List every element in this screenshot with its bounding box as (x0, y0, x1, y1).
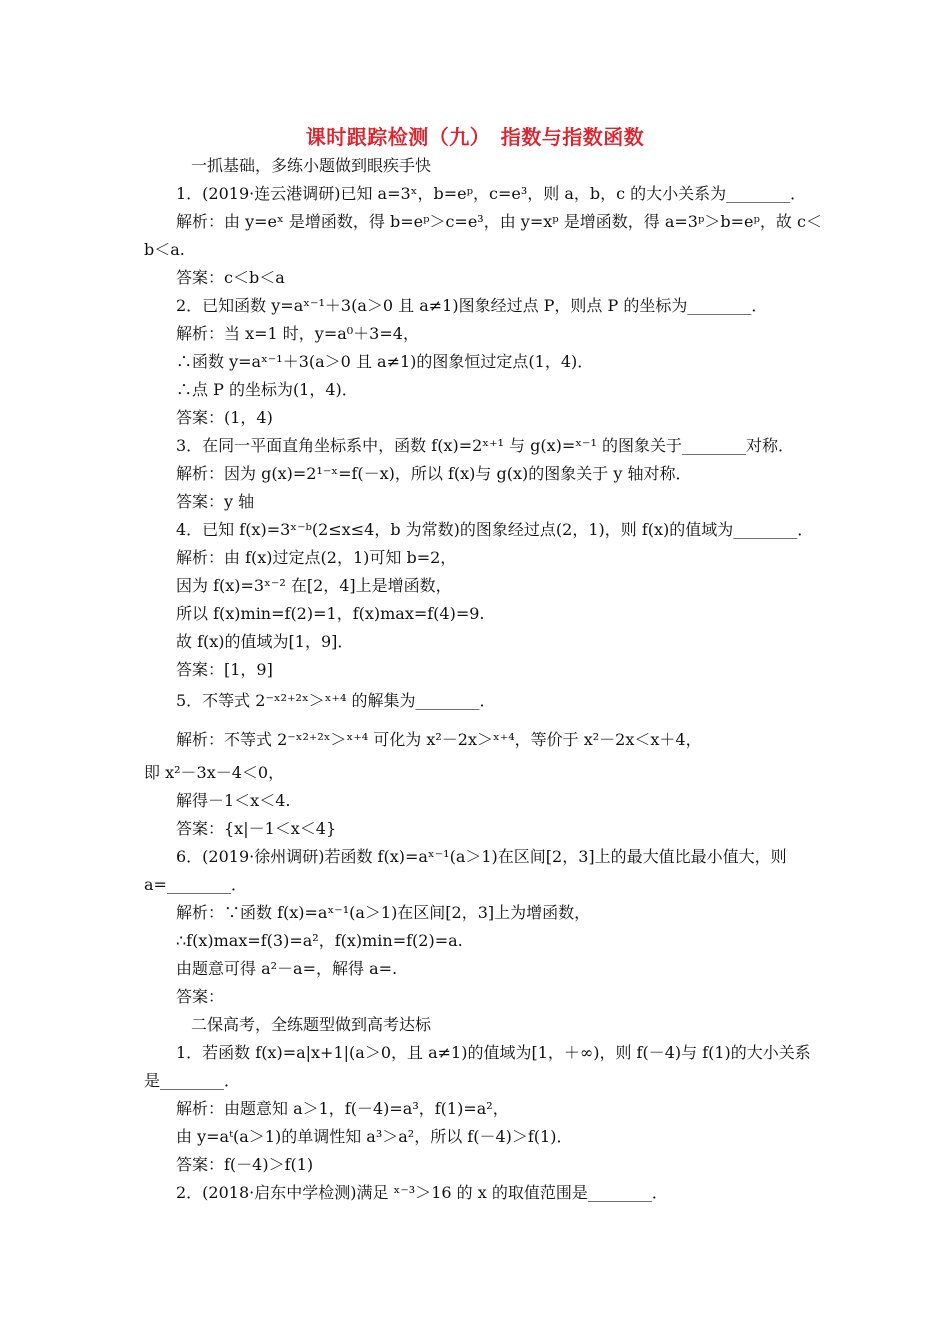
analysis-line: 即 x²－3x－4＜0， (144, 763, 285, 782)
analysis-line: b＜a. (144, 240, 185, 259)
question-line: 1．(2019·连云港调研)已知 a=3ˣ，b=eᵖ，c=e³，则 a，b，c 的大小关系为________． (176, 184, 807, 203)
question-line: a=________． (144, 875, 247, 894)
analysis-line: 故 f(x)的值域为[1，9]． (176, 632, 354, 651)
page-title: 课时跟踪检测（九） 指数与指数函数 (305, 125, 645, 149)
analysis-line: 所以 f(x)min=f(2)=1，f(x)max=f(4)=9. (176, 604, 485, 623)
analysis-line: 因为 f(x)=3ˣ⁻² 在[2，4]上是增函数， (176, 576, 452, 595)
question-line: 2．已知函数 y=aˣ⁻¹＋3(a＞0 且 a≠1)图象经过点 P，则点 P 的坐标为________． (176, 296, 768, 315)
question-line: 3．在同一平面直角坐标系中，函数 f(x)=2ˣ⁺¹ 与 g(x)=ˣ⁻¹ 的图象关于________对称． (176, 436, 794, 455)
question-line: 4．已知 f(x)=3ˣ⁻ᵇ(2≤x≤4，b 为常数)的图象经过点(2，1)，则 f(x)的值域为________． (176, 520, 814, 539)
answer-line: 答案：{x|－1＜x＜4} (176, 819, 337, 838)
analysis-line: ∴函数 y=aˣ⁻¹＋3(a＞0 且 a≠1)的图象恒过定点(1，4)． (176, 352, 594, 371)
analysis-line: 解析：当 x=1 时，y=a⁰＋3=4， (176, 324, 419, 343)
question-line: 2．(2018·启东中学检测)满足 ˣ⁻³＞16 的 x 的取值范围是________． (176, 1183, 668, 1202)
section-heading: 二保高考，全练题型做到高考达标 (191, 1015, 432, 1034)
analysis-line: ∴点 P 的坐标为(1，4)． (176, 380, 358, 399)
answer-line: 答案：c＜b＜a (176, 268, 285, 287)
analysis-line: 解析：因为 g(x)=2¹⁻ˣ=f(－x)，所以 f(x)与 g(x)的图象关于 y 轴对称． (176, 464, 692, 483)
analysis-line: 由题意可得 a²－a=，解得 a=. (176, 959, 398, 978)
answer-line: 答案：y 轴 (176, 492, 255, 511)
answer-line: 答案：f(－4)＞f(1) (176, 1155, 314, 1174)
question-line: 是________． (144, 1071, 241, 1090)
analysis-line: 由 y=aᵗ(a＞1)的单调性知 a³＞a²，所以 f(－4)＞f(1)． (176, 1127, 573, 1146)
analysis-line: 解析：由 f(x)过定点(2，1)可知 b=2， (176, 548, 457, 567)
analysis-line: 解析：由 y=eˣ 是增函数，得 b=eᵖ＞c=e³，由 y=xᵖ 是增函数，得 a=3ᵖ＞b=eᵖ，故 c＜ (176, 212, 822, 231)
section-heading: 一抓基础，多练小题做到眼疾手快 (191, 156, 432, 175)
analysis-line: ∴f(x)max=f(3)=a²，f(x)min=f(2)=a. (176, 931, 463, 950)
analysis-line: 解析：由题意知 a＞1，f(－4)=a³，f(1)=a²， (176, 1099, 509, 1118)
analysis-line: 解得－1＜x＜4. (176, 791, 291, 810)
analysis-line: 解析：不等式 2⁻ˣ²⁺²ˣ＞ˣ⁺⁴ 可化为 x²－2x＞ˣ⁺⁴，等价于 x²－2x＜x＋4， (176, 730, 702, 749)
question-line: 5．不等式 2⁻ˣ²⁺²ˣ＞ˣ⁺⁴ 的解集为________． (176, 691, 496, 710)
answer-line: 答案： (176, 987, 225, 1006)
answer-line: 答案：(1，4) (176, 408, 273, 427)
question-line: 6．(2019·徐州调研)若函数 f(x)=aˣ⁻¹(a＞1)在区间[2，3]上的最大值比最小值大，则 (176, 847, 787, 866)
answer-line: 答案：[1，9] (176, 660, 273, 679)
analysis-line: 解析：∵函数 f(x)=aˣ⁻¹(a＞1)在区间[2，3]上为增函数， (176, 903, 591, 922)
question-line: 1．若函数 f(x)=a|x+1|(a＞0，且 a≠1)的值域为[1，＋∞)，则 f(－4)与 f(1)的大小关系 (176, 1043, 811, 1062)
